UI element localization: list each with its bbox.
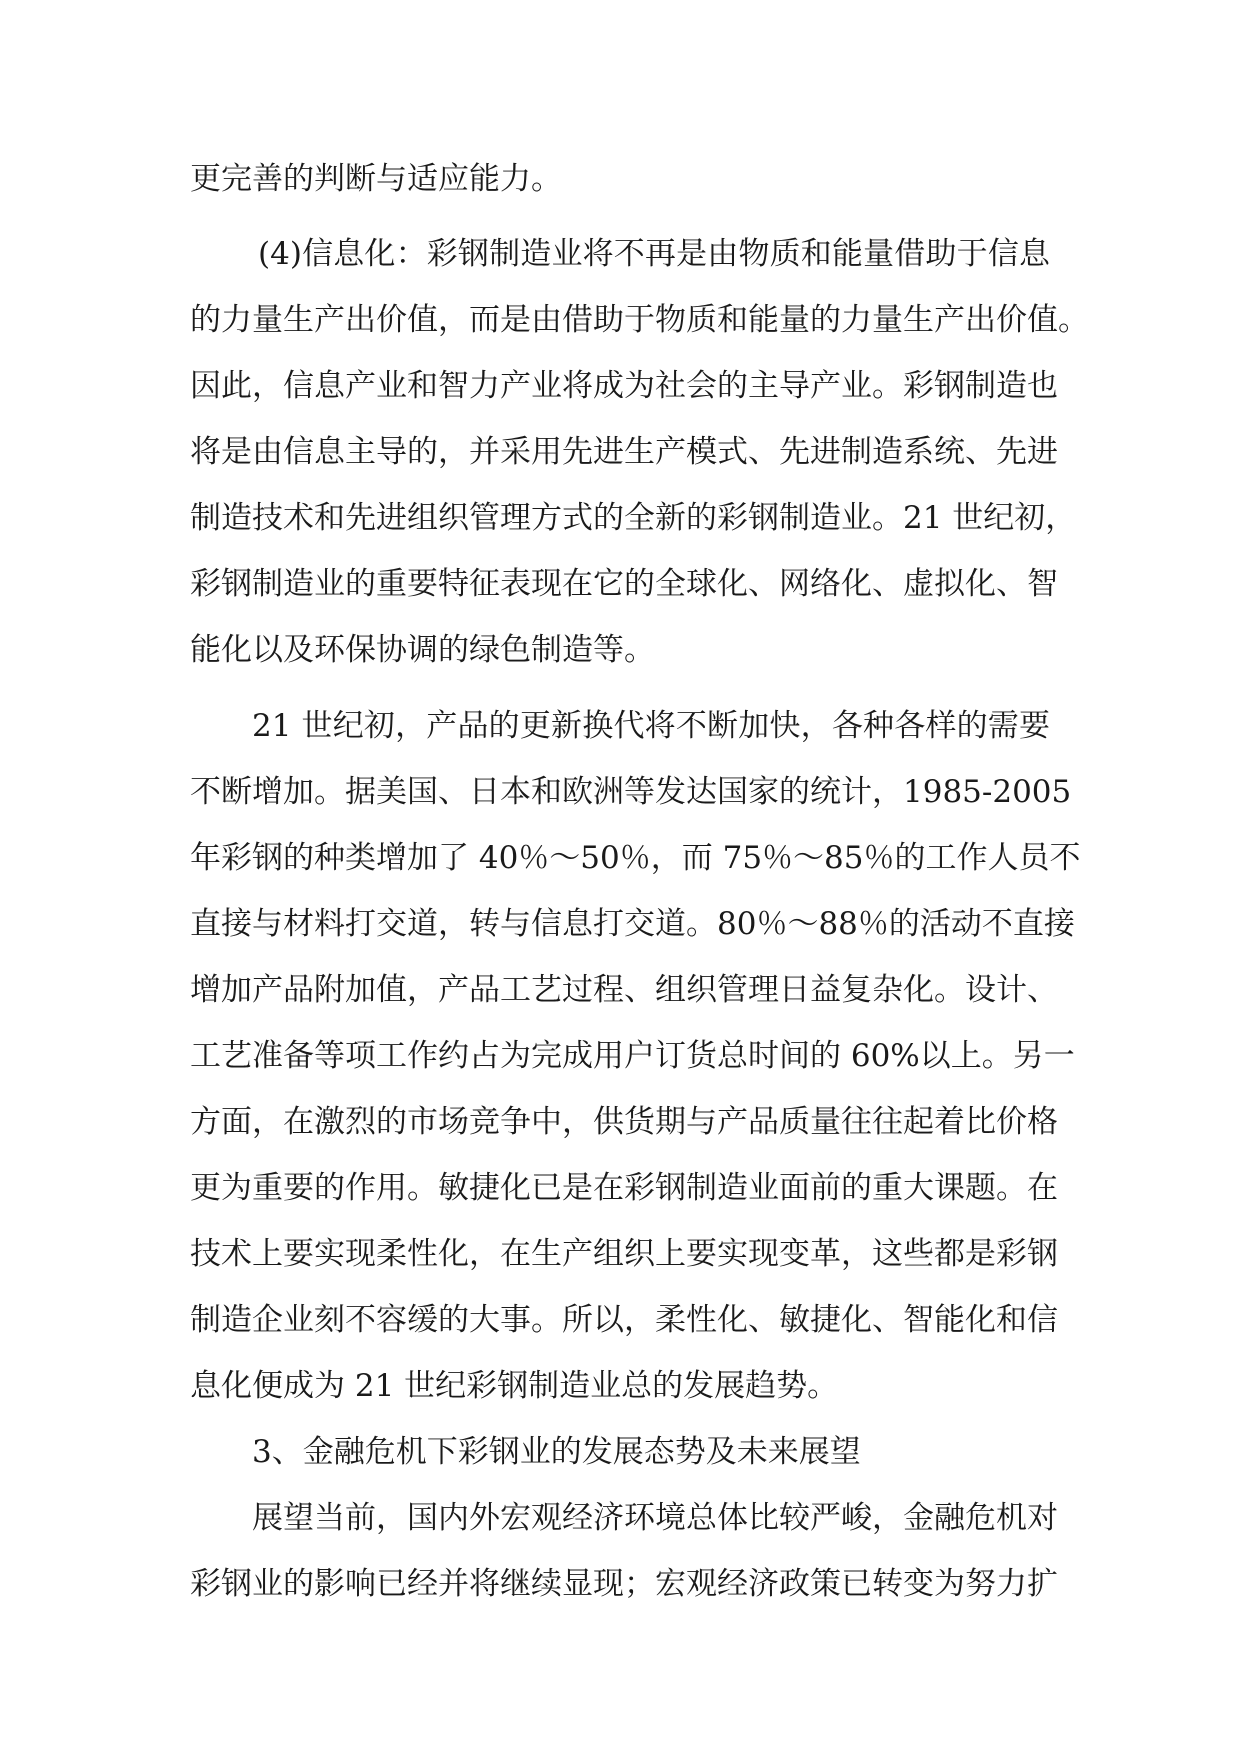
text-line: 制造技术和先进组织管理方式的全新的彩钢制造业。21 世纪初， bbox=[190, 500, 1077, 536]
text-line: 能化以及环保协调的绿色制造等。 bbox=[190, 632, 655, 668]
text-line: 因此，信息产业和智力产业将成为社会的主导产业。彩钢制造也 bbox=[190, 368, 1058, 404]
text-line: 将是由信息主导的，并采用先进生产模式、先进制造系统、先进 bbox=[190, 434, 1058, 470]
text-line: 更完善的判断与适应能力。 bbox=[190, 161, 562, 197]
text-line: (4)信息化：彩钢制造业将不再是由物质和能量借助于信息 bbox=[258, 236, 1050, 272]
section-heading: 3、金融危机下彩钢业的发展态势及未来展望 bbox=[252, 1434, 861, 1470]
text-line: 更为重要的作用。敏捷化已是在彩钢制造业面前的重大课题。在 bbox=[190, 1170, 1058, 1206]
text-line: 技术上要实现柔性化，在生产组织上要实现变革，这些都是彩钢 bbox=[190, 1236, 1058, 1272]
text-line: 彩钢制造业的重要特征表现在它的全球化、网络化、虚拟化、智 bbox=[190, 566, 1058, 602]
text-line: 方面，在激烈的市场竞争中，供货期与产品质量往往起着比价格 bbox=[190, 1104, 1058, 1140]
text-line: 不断增加。据美国、日本和欧洲等发达国家的统计，1985-2005 bbox=[190, 774, 1072, 810]
text-line: 年彩钢的种类增加了 40％～50％，而 75％～85％的工作人员不 bbox=[190, 840, 1081, 876]
text-line: 的力量生产出价值，而是由借助于物质和能量的力量生产出价值。 bbox=[190, 302, 1089, 338]
text-line: 直接与材料打交道，转与信息打交道。80％～88％的活动不直接 bbox=[190, 906, 1075, 942]
text-line: 制造企业刻不容缓的大事。所以，柔性化、敏捷化、智能化和信 bbox=[190, 1302, 1058, 1338]
text-line: 息化便成为 21 世纪彩钢制造业总的发展趋势。 bbox=[190, 1368, 839, 1404]
text-line: 展望当前，国内外宏观经济环境总体比较严峻，金融危机对 bbox=[252, 1500, 1058, 1536]
text-line: 增加产品附加值，产品工艺过程、组织管理日益复杂化。设计、 bbox=[190, 972, 1058, 1008]
text-line: 彩钢业的影响已经并将继续显现；宏观经济政策已转变为努力扩 bbox=[190, 1566, 1058, 1602]
text-line: 21 世纪初，产品的更新换代将不断加快，各种各样的需要 bbox=[252, 708, 1050, 744]
text-line: 工艺准备等项工作约占为完成用户订货总时间的 60%以上。另一 bbox=[190, 1038, 1075, 1074]
